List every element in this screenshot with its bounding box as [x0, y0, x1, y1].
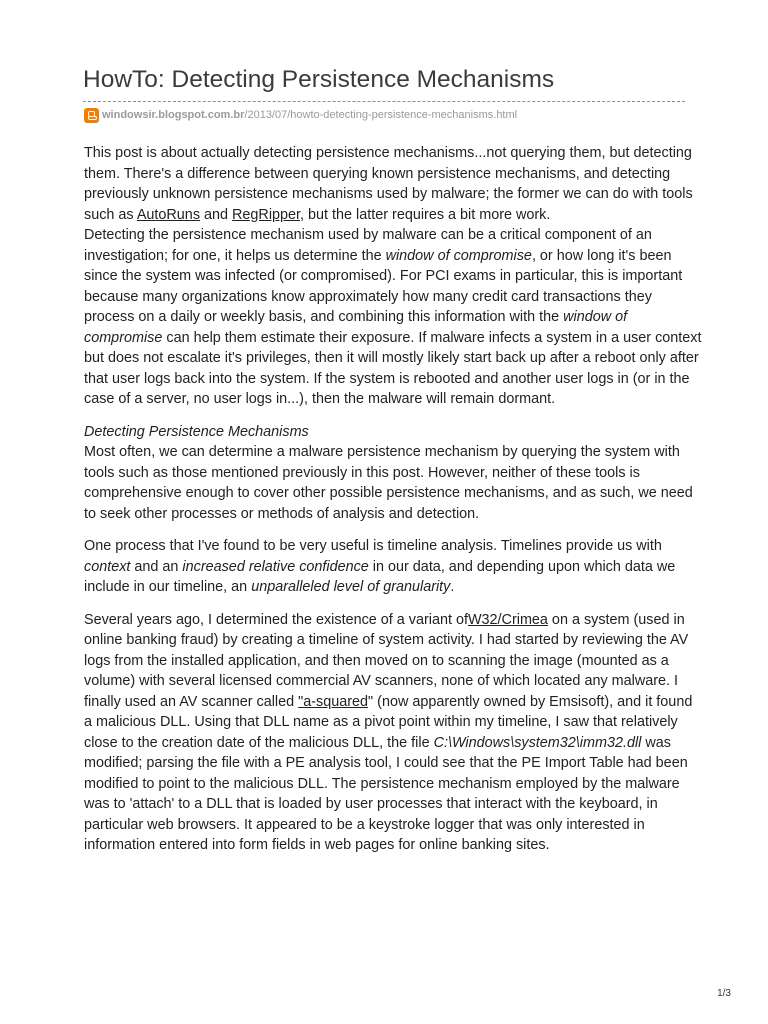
text: One process that I've found to be very useful is timeline analysis. Timelines provide us with — [84, 538, 662, 554]
source-line — [84, 107, 517, 123]
source-link[interactable] — [102, 109, 517, 121]
emphasis: window of compromise — [385, 247, 532, 264]
paragraph-intro — [84, 143, 704, 225]
emphasis: increased relative confidence — [182, 558, 369, 575]
paragraph-timeline — [84, 536, 704, 598]
text: in our data, and depending upon which data we include in our timeline, an — [84, 558, 676, 595]
text: Detecting the persistence mechanism used by malware can be a critical component of an investigation; for one, it helps us determine the — [84, 227, 652, 264]
paragraph-detecting: Most often, we can determine a malware persistence mechanism by querying the system with tools such as those mentioned previously in this post. However, neither of these tools is comprehensive enough to cover other possible persistence mechanisms, and as such, we need to seek other processes or methods of analysis and detection. — [84, 444, 693, 522]
text: and — [200, 206, 233, 223]
blogger-icon — [84, 108, 99, 123]
title-divider — [83, 101, 685, 102]
page-number: 1/3 — [717, 988, 731, 999]
text: , but the latter requires a bit more work. — [300, 206, 551, 223]
source-path[interactable]: /2013/07/howto-detecting-persistence-mechanisms.html — [244, 109, 518, 121]
text: was modified; parsing the file with a PE analysis tool, I could see that the PE Import Table had been modified to point to the malicious DLL. The persistence mechanism employed by the malware was to 'attach' to a DLL that is loaded by user processes that interact with the keyboard, in particular web browsers. It appeared to be a keystroke logger that was only interested in information entered into form fields in web pages for online banking sites. — [84, 734, 688, 853]
a-squared-link[interactable]: "a-squared — [298, 693, 369, 710]
text: on a system (used in online banking fraud) by creating a timeline of system activity. I had started by reviewing the AV logs from the installed application, and then moved on to scanning the image (mounted as a volume) with several licensed commercial AV scanners, none of which located any malware. I finally used an AV scanner called — [84, 611, 689, 710]
text: " (now apparently owned by Emsisoft), and it found a malicious DLL. Using that DLL name as a pivot point within my timeline, I saw that relatively close to the creation date of the malicious DLL, the file — [84, 693, 693, 751]
text: Several years ago, I determined the existence of a variant of — [84, 611, 468, 628]
text: can help them estimate their exposure. If malware infects a system in a user context but does not escalate it's privileges, then it will mostly likely start back up after a reboot only after that user logs back into the system. If the system is rebooted and another user logs in (or in the case of a server, no user logs in...), then the malware will remain dormant. — [84, 329, 702, 407]
emphasis: context — [84, 558, 131, 575]
text: . — [450, 579, 455, 595]
text: , or how long it's been since the system was infected (or compromised). For PCI exams in particular, this is important because many organizations know approximately how many credit card transactions they process on a daily or weekly basis, and combining this information with the — [84, 247, 683, 325]
w32-crimea-link[interactable]: W32/Crimea — [467, 611, 548, 628]
emphasis: unparalleled level of granularity — [251, 579, 451, 595]
autoruns-link[interactable]: AutoRuns — [136, 206, 201, 223]
file-path: C:\Windows\system32\imm32.dll — [433, 734, 642, 751]
text: and an — [130, 558, 183, 575]
emphasis: window of compromise — [84, 309, 628, 346]
paragraph-window-of-compromise — [84, 225, 704, 410]
paragraph-crimea — [84, 610, 704, 856]
regripper-link[interactable]: RegRipper — [232, 206, 301, 223]
source-domain[interactable]: windowsir.blogspot.com.br — [102, 109, 245, 121]
text: This post is about actually detecting persistence mechanisms...not querying them, but detecting them. There's a difference between querying known persistence mechanisms, and detecting previously unknown persistence mechanisms used by malware; the former we can do with tools such as — [84, 145, 693, 223]
section-heading — [84, 422, 704, 443]
page-title: HowTo: Detecting Persistence Mechanisms — [83, 66, 555, 93]
article-body — [84, 143, 704, 856]
section-heading-text: Detecting Persistence Mechanisms — [84, 423, 309, 440]
